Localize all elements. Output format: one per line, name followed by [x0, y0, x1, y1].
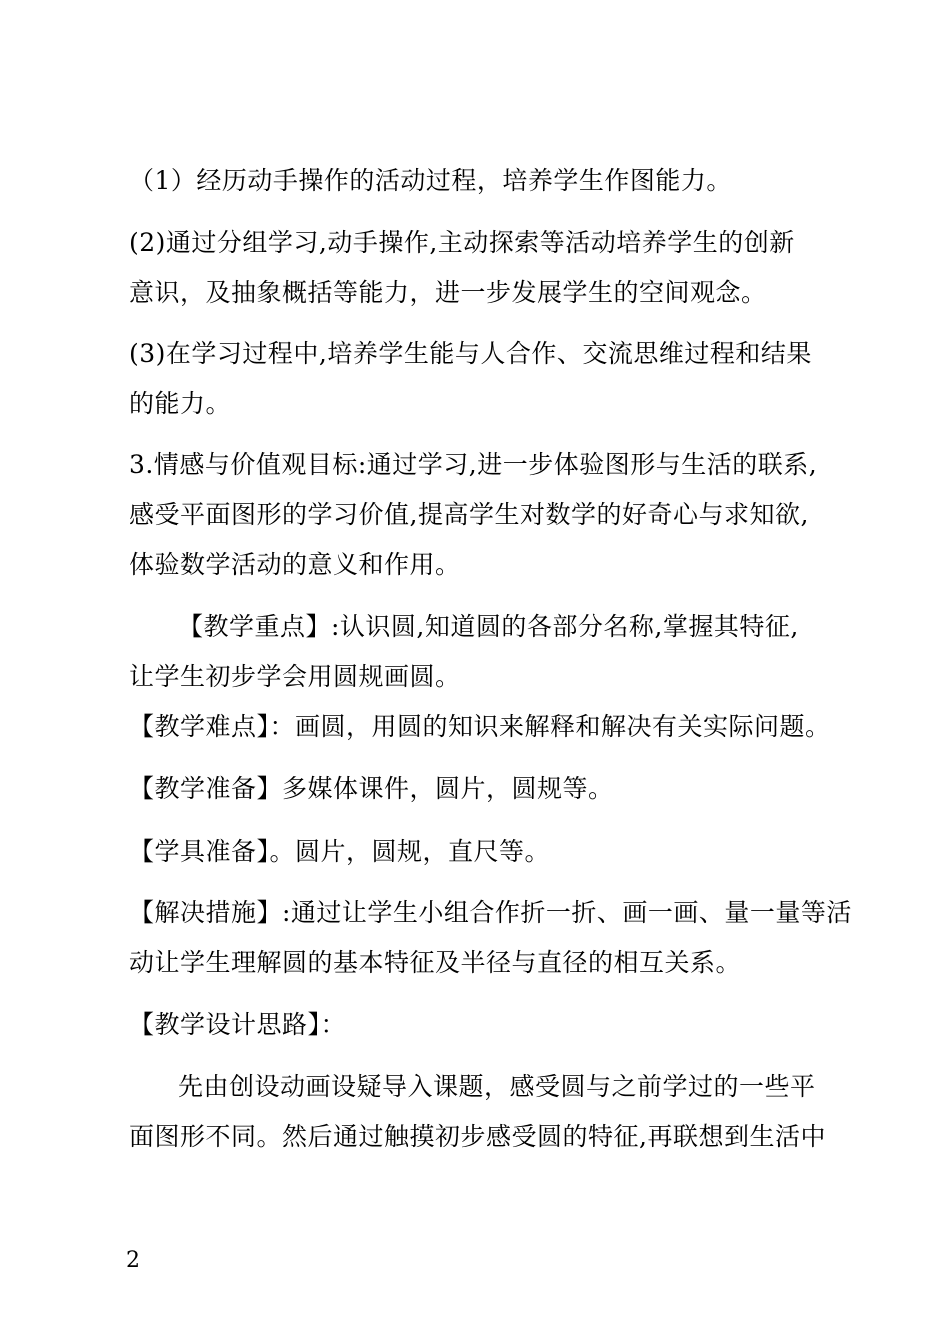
design-idea-line-2: 面图形不同。然后通过触摸初步感受圆的特征,再联想到生活中 [129, 1122, 826, 1151]
key-points-line-2: 让学生初步学会用圆规画圆。 [129, 662, 461, 691]
objective-1-line: （1）经历动手操作的活动过程，培养学生作图能力。 [129, 166, 732, 195]
key-points-line-1: 【教学重点】:认识圆,知道圆的各部分名称,掌握其特征, [178, 612, 799, 641]
objective-3-line-1: (3)在学习过程中,培养学生能与人合作、交流思维过程和结果 [129, 339, 812, 368]
difficult-points-line: 【教学难点】：画圆，用圆的知识来解释和解决有关实际问题。 [129, 712, 831, 741]
design-idea-line-1: 先由创设动画设疑导入课题，感受圆与之前学过的一些平 [178, 1072, 816, 1101]
solution-measures-line-1: 【解决措施】:通过让学生小组合作折一折、画一画、量一量等活 [129, 898, 852, 927]
page-number: 2 [126, 1248, 140, 1273]
teaching-preparation-line: 【教学准备】多媒体课件，圆片，圆规等。 [129, 774, 614, 803]
emotion-goal-line-1: 3.情感与价值观目标:通过学习,进一步体验图形与生活的联系, [129, 450, 818, 479]
objective-2-line-1: (2)通过分组学习,动手操作,主动探索等活动培养学生的创新 [129, 228, 795, 257]
objective-2-line-2: 意识，及抽象概括等能力，进一步发展学生的空间观念。 [129, 278, 767, 307]
design-idea-heading: 【教学设计思路】： [129, 1010, 347, 1039]
emotion-goal-line-2: 感受平面图形的学习价值,提高学生对数学的好奇心与求知欲, [129, 500, 809, 529]
student-tools-line: 【学具准备】。圆片，圆规，直尺等。 [129, 837, 551, 866]
solution-measures-line-2: 动让学生理解圆的基本特征及半径与直径的相互关系。 [129, 948, 742, 977]
objective-3-line-2: 的能力。 [129, 389, 232, 418]
emotion-goal-line-3: 体验数学活动的意义和作用。 [129, 550, 461, 579]
